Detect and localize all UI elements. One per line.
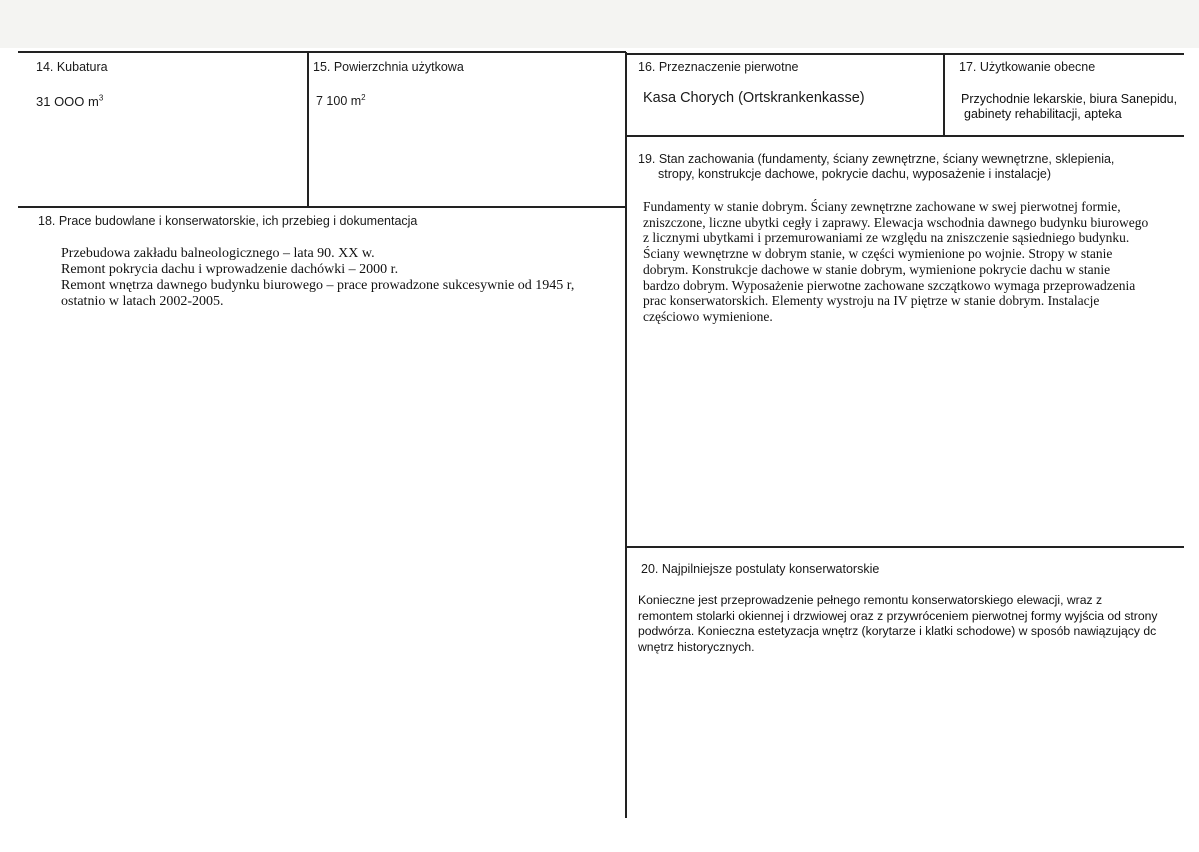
field-14-value xyxy=(36,94,103,109)
divider-below-16-17 xyxy=(626,135,1184,137)
field-17-label: 17. Użytkowanie obecne xyxy=(959,60,1096,74)
field-14-number: 31 OOO m xyxy=(36,94,99,109)
field-17-value xyxy=(961,92,1177,122)
field-15-unit-exponent: 2 xyxy=(361,92,366,102)
field-20-line: podwórza. Konieczna estetyzacja wnętrz (korytarze i klatki schodowe) w sposób nawiązujący dc xyxy=(638,624,1157,638)
field-19-label-line: stropy, konstrukcje dachowe, pokrycie dachu, wyposażenie i instalacje) xyxy=(658,167,1052,181)
field-14-label: 14. Kubatura xyxy=(36,60,108,74)
field-20-content xyxy=(638,593,1158,655)
field-20-line: wnętrz historycznych. xyxy=(638,639,755,654)
field-19-line: zniszczone, liczne ubytki cegły i zaprawy. Elewacja wschodnia dawnego budynku biurowego xyxy=(643,214,1149,230)
field-18-line: Remont wnętrza dawnego budynku biurowego – prace prowadzone sukcesywnie od 1945 r, xyxy=(61,278,575,293)
center-divider xyxy=(625,52,627,818)
field-19-content xyxy=(643,199,1148,325)
field-15-number: 7 100 m xyxy=(316,94,362,108)
field-18-line: Przebudowa zakładu balneologicznego – lata 90. XX w. xyxy=(61,246,375,261)
field-20-line: Konieczne jest przeprowadzenie pełnego remontu konserwatorskiego elewacji, wraz z xyxy=(638,593,1103,607)
field-15-label: 15. Powierzchnia użytkowa xyxy=(313,60,464,74)
field-19-label-line: 19. Stan zachowania (fundamenty, ściany zewnętrzne, ściany wewnętrzne, sklepienia, xyxy=(638,152,1115,166)
field-19-line: częściowo wymienione. xyxy=(643,308,773,324)
field-19-line: dobrym. Konstrukcje dachowe w stanie dobrym, wymienione pokrycie dachu w stanie xyxy=(643,261,1111,277)
divider-above-20 xyxy=(626,546,1184,548)
field-16-label: 16. Przeznaczenie pierwotne xyxy=(638,60,799,74)
scan-top-margin xyxy=(0,0,1199,48)
field-19-line: z licznymi ubytkami i przemurowaniami ze względu na zniszczenie sąsiedniego budynku. xyxy=(643,230,1130,246)
field-17-line: gabinety rehabilitacji, apteka xyxy=(964,107,1122,121)
field-16-value: Kasa Chorych (Ortskrankenkasse) xyxy=(643,90,865,106)
divider-14-15 xyxy=(307,52,309,207)
field-20-line: remontem stolarki okiennej i drzwiowej oraz z przywróceniem pierwotnej formy wyjścia od strony xyxy=(638,608,1158,623)
top-border-left xyxy=(18,51,626,53)
field-18-line: Remont pokrycia dachu i wprowadzenie dachówki – 2000 r. xyxy=(61,262,399,277)
field-19-line: bardzo dobrym. Wyposażenie pierwotne zachowane szczątkowo wymaga przeprowadzenia xyxy=(643,277,1136,293)
field-14-unit-exponent: 3 xyxy=(98,93,104,103)
divider-above-18 xyxy=(18,206,626,208)
field-18-content xyxy=(61,246,574,310)
field-19-line: prac konserwatorskich. Elementy wystroju na IV piętrze w stanie dobrym. Instalacje xyxy=(643,293,1100,309)
field-15-value xyxy=(316,94,366,108)
field-20-label: 20. Najpilniejsze postulaty konserwatorskie xyxy=(641,562,880,576)
field-19-line: Fundamenty w stanie dobrym. Ściany zewnętrzne zachowane w swej pierwotnej formie, xyxy=(643,199,1121,214)
field-18-line: ostatnio w latach 2002-2005. xyxy=(61,294,224,309)
field-17-line: Przychodnie lekarskie, biura Sanepidu, xyxy=(961,92,1178,106)
field-19-line: Ściany wewnętrzne w dobrym stanie, w części wymienione po wojnie. Stropy w stanie xyxy=(643,246,1113,262)
divider-16-17 xyxy=(943,54,945,136)
field-19-label xyxy=(638,152,1114,182)
top-border-right xyxy=(626,53,1184,55)
field-18-label: 18. Prace budowlane i konserwatorskie, ich przebieg i dokumentacja xyxy=(38,214,418,228)
